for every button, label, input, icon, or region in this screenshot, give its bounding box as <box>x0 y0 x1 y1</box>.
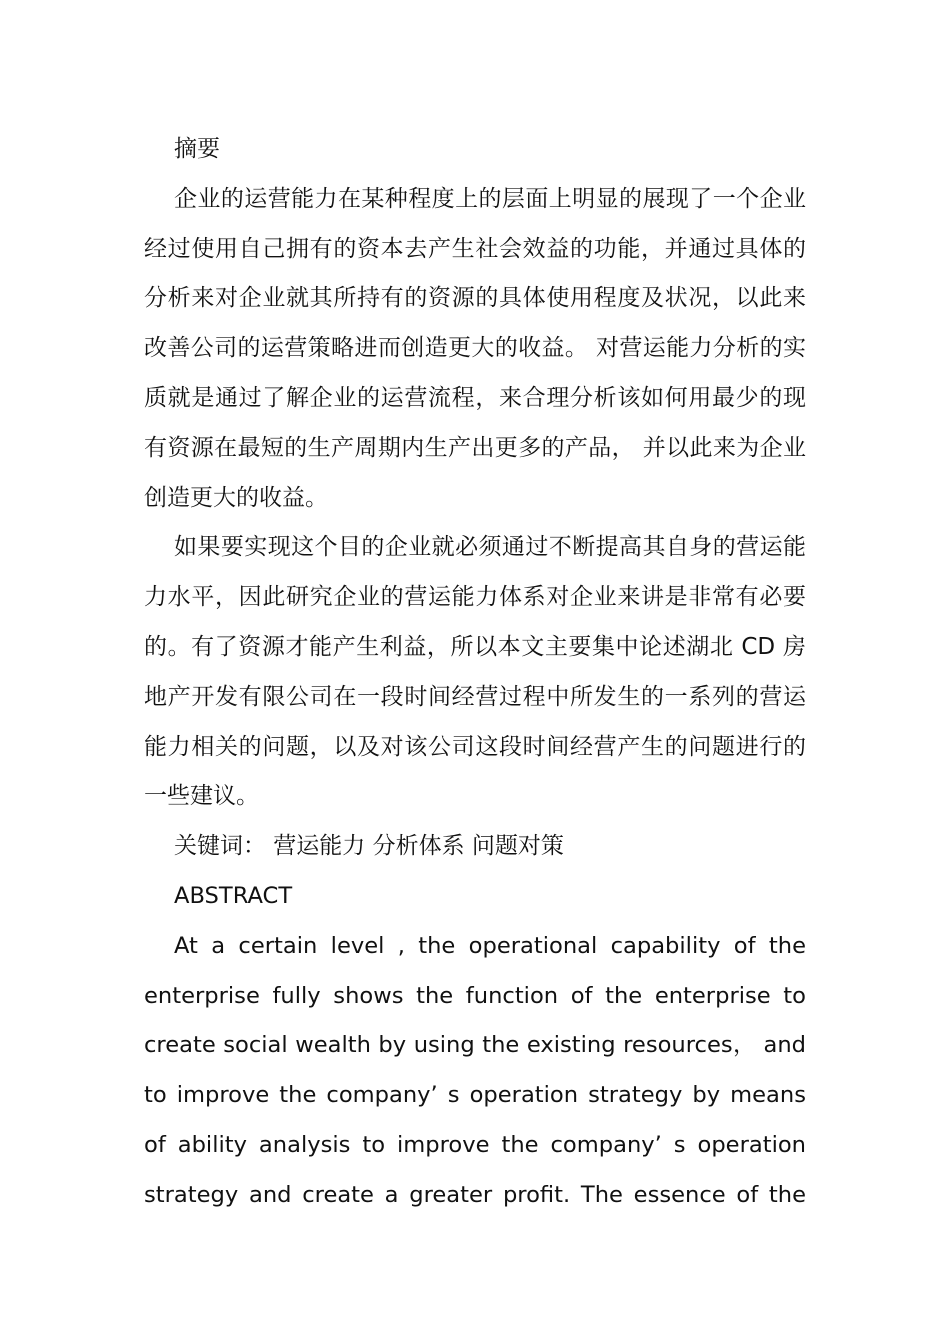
keywords-line: 关键词： 营运能力 分析体系 问题对策 <box>174 833 564 860</box>
abstract-paragraph-zh: 如果要实现这个目的企业就必须通过不断提高其自身的营运能力水平，因此研究企业的营运能力体系对企业来讲是非常有必要的。有了资源才能产生利益，所以本文主要集中论述湖北 CD 房地产开发有限公司在一段时间经营过程中所发生的一系列的营运能力相关的问题，以及对该公司这段时间经营产生的问题进行的一些建议。 <box>144 534 806 810</box>
document-body <box>144 125 806 1221</box>
abstract-heading-en: ABSTRACT <box>174 882 293 909</box>
abstract-paragraph-zh: 企业的运营能力在某种程度上的层面上明显的展现了一个企业经过使用自己拥有的资本去产生社会效益的功能，并通过具体的分析来对企业就其所持有的资源的具体使用程度及状况，以此来改善公司的运营策略进而创造更大的收益。 对营运能力分析的实质就是通过了解企业的运营流程，来合理分析该如何用最少的现有资源在最短的生产周期内生产出更多的产品， 并以此来为企业创造更大的收益。 <box>144 185 806 511</box>
abstract-heading-zh: 摘要 <box>174 136 220 162</box>
abstract-paragraph-en: At a certain level , the operational capability of the enterprise fully shows the function of the enterprise to create social wealth by using the existing resources， and to improve the company’ s operation strategy by means of ability analysis to improve the company’ s operation strategy and create a greater profit. The essence of the <box>144 932 806 1208</box>
